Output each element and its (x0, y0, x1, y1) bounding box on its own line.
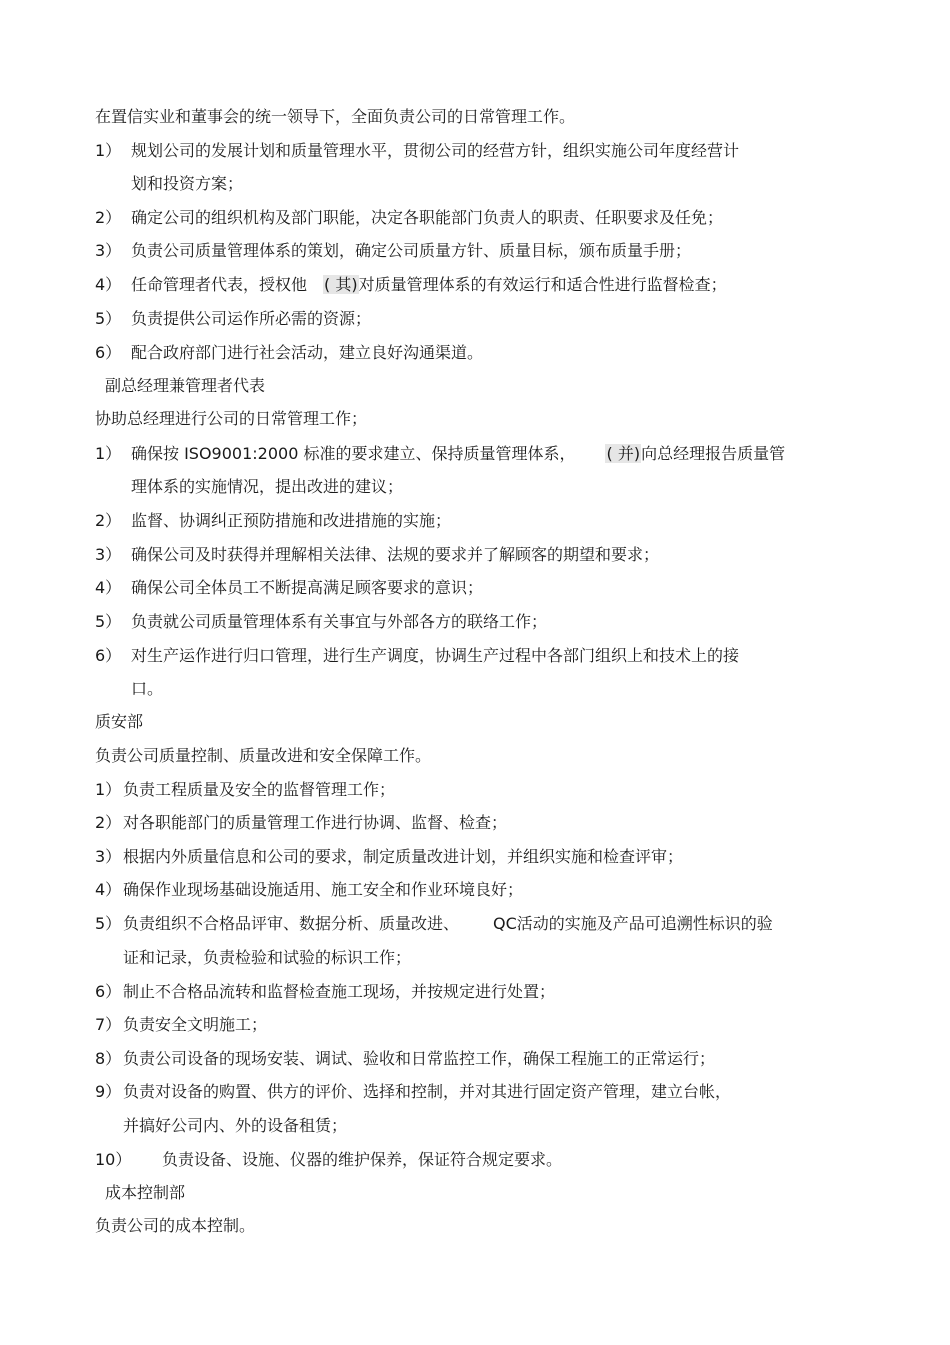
qs-item-5-number: 5） (95, 914, 122, 933)
qs-item-9-text: 负责对设备的购置、供方的评价、选择和控制，并对其进行固定资产管理，建立台帐， (123, 1082, 732, 1101)
deputy-item-1-text-cont: 理体系的实施情况，提出改进的建议； (131, 477, 404, 496)
gm-intro: 在置信实业和董事会的统一领导下，全面负责公司的日常管理工作。 (95, 107, 576, 126)
gm-item-5-text: 负责提供公司运作所必需的资源； (131, 309, 372, 328)
gm-item-1-text: 规划公司的发展计划和质量管理水平，贯彻公司的经营方针，组织实施公司年度经营计 (131, 141, 740, 160)
deputy-intro: 协助总经理进行公司的日常管理工作； (95, 409, 368, 428)
gm-item-6-text: 配合政府部门进行社会活动，建立良好沟通渠道。 (131, 343, 484, 362)
gm-item-2-number: 2） (95, 208, 122, 227)
gm-item-4-highlight: ( 其) (324, 275, 358, 294)
gm-item-5-number: 5） (95, 309, 122, 328)
deputy-item-6-number: 6） (95, 646, 122, 665)
qs-item-8-text: 负责公司设备的现场安装、调试、验收和日常监控工作，确保工程施工的正常运行； (123, 1049, 716, 1068)
gm-item-2-text: 确定公司的组织机构及部门职能，决定各职能部门负责人的职责、任职要求及任免； (131, 208, 724, 227)
qs-item-7-text: 负责安全文明施工； (123, 1015, 268, 1034)
qs-item-9-number: 9） (95, 1082, 122, 1101)
qs-item-8-number: 8） (95, 1049, 122, 1068)
gm-item-1-number: 1） (95, 141, 122, 160)
qs-item-1-number: 1） (95, 780, 122, 799)
qs-intro: 负责公司质量控制、质量改进和安全保障工作。 (95, 746, 432, 765)
qs-item-4-number: 4） (95, 880, 122, 899)
deputy-item-2-number: 2） (95, 511, 122, 530)
qs-item-10-text: 负责设备、设施、仪器的维护保养，保证符合规定要求。 (162, 1150, 563, 1169)
gm-item-3-text: 负责公司质量管理体系的策划，确定公司质量方针、质量目标，颁布质量手册； (131, 241, 692, 260)
deputy-item-6-text-cont: 口。 (131, 679, 164, 698)
gm-item-3-number: 3） (95, 241, 122, 260)
deputy-item-4-number: 4） (95, 578, 122, 597)
qs-item-5-post: QC活动的实施及产品可追溯性标识的验 (493, 914, 773, 933)
qs-item-10-number: 10） (95, 1150, 132, 1169)
qs-item-7-number: 7） (95, 1015, 122, 1034)
cost-intro: 负责公司的成本控制。 (95, 1216, 256, 1235)
deputy-item-3-text: 确保公司及时获得并理解相关法律、法规的要求并了解顾客的期望和要求； (131, 545, 660, 564)
deputy-item-4-text: 确保公司全体员工不断提高满足顾客要求的意识； (131, 578, 484, 597)
qs-item-9-text-cont: 并搞好公司内、外的设备租赁； (123, 1116, 348, 1135)
deputy-item-6-text: 对生产运作进行归口管理，进行生产调度，协调生产过程中各部门组织上和技术上的接 (131, 646, 740, 665)
gm-item-6-number: 6） (95, 343, 122, 362)
qs-item-2-text: 对各职能部门的质量管理工作进行协调、监督、检查； (123, 813, 508, 832)
qs-item-3-text: 根据内外质量信息和公司的要求，制定质量改进计划，并组织实施和检查评审； (123, 847, 684, 866)
qs-item-6-text: 制止不合格品流转和监督检查施工现场，并按规定进行处置； (123, 982, 556, 1001)
qs-item-3-number: 3） (95, 847, 122, 866)
gm-item-4-text (131, 274, 727, 296)
cost-heading: 成本控制部 (105, 1183, 186, 1202)
gm-item-4-number: 4） (95, 275, 122, 294)
qs-item-2-number: 2） (95, 813, 122, 832)
deputy-item-1-number: 1） (95, 444, 122, 463)
gm-item-1-text-cont: 划和投资方案； (131, 174, 244, 193)
qs-heading: 质安部 (95, 712, 144, 731)
deputy-item-5-text: 负责就公司质量管理体系有关事宜与外部各方的联络工作； (131, 612, 548, 631)
qs-item-5-text-cont: 证和记录，负责检验和试验的标识工作； (123, 948, 412, 967)
qs-item-6-number: 6） (95, 982, 122, 1001)
deputy-item-2-text: 监督、协调纠正预防措施和改进措施的实施； (131, 511, 452, 530)
deputy-item-1-pre: 确保按 ISO9001:2000 标准的要求建立、保持质量管理体系， (131, 444, 576, 463)
qs-item-1-text: 负责工程质量及安全的监督管理工作； (123, 780, 396, 799)
deputy-heading: 副总经理兼管理者代表 (105, 376, 266, 395)
deputy-item-1-post: 向总经理报告质量管 (641, 444, 786, 463)
deputy-item-3-number: 3） (95, 545, 122, 564)
gm-item-4-post: 对质量管理体系的有效运行和适合性进行监督检查； (358, 275, 727, 294)
qs-item-5-pre: 负责组织不合格品评审、数据分析、质量改进、 (123, 914, 460, 933)
deputy-item-1-text (131, 443, 785, 465)
qs-item-5-text (123, 913, 773, 935)
deputy-item-1-highlight: ( 并) (606, 444, 641, 463)
deputy-item-5-number: 5） (95, 612, 122, 631)
qs-item-4-text: 确保作业现场基础设施适用、施工安全和作业环境良好； (123, 880, 524, 899)
gm-item-4-pre: 任命管理者代表，授权他 (131, 275, 308, 294)
